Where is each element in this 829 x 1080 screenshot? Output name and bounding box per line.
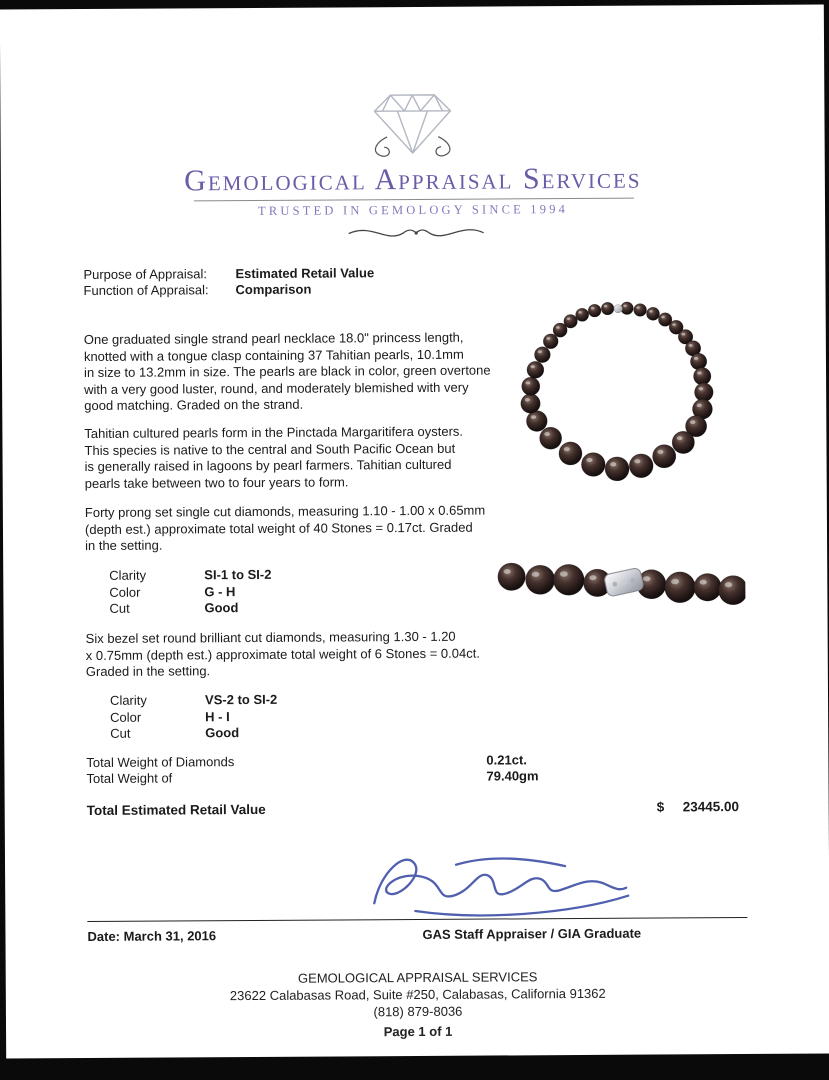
- grade-label: Color: [110, 709, 142, 725]
- grade-row: [109, 600, 271, 617]
- footer-page-number: Page 1 of 1: [383, 1023, 453, 1040]
- bezel-diamonds-paragraph: Six bezel set round brilliant cut diamonds, measuring 1.30 - 1.20 x 0.75mm (depth est.) approximate total weight of 6 Stones = 0.04ct. Graded in the setting.: [85, 628, 480, 680]
- grade-value: Good: [204, 600, 239, 616]
- brand-tagline: TRUSTED IN GEMOLOGY SINCE 1994: [257, 202, 569, 218]
- grade-label: Cut: [110, 725, 131, 741]
- brand-diamond-icon: [352, 81, 473, 166]
- page-title: Gemological Appraisal Services: [184, 161, 642, 198]
- footer-address: 23622 Calabasas Road, Suite #250, Calabasas, California 91362: [229, 985, 606, 1004]
- title-rule-divider: [194, 198, 634, 202]
- pearl-necklace-photo: [493, 283, 744, 490]
- function-label: Function of Appraisal:: [83, 282, 209, 299]
- tongue-clasp-icon: [604, 567, 645, 597]
- purpose-label: Purpose of Appraisal:: [83, 266, 208, 283]
- retail-value-label: Total Estimated Retail Value: [86, 801, 266, 819]
- grade-value: H - I: [205, 708, 230, 724]
- function-value: Comparison: [235, 281, 312, 298]
- grade-value: SI-1 to SI-2: [204, 566, 272, 583]
- grade-label: Cut: [109, 600, 130, 616]
- pearl-info-paragraph: Tahitian cultured pearls form in the Pinctada Margaritifera oysters. This species is native to the central and South Pacific Ocean but is generally raised in lagoons by pearl farmers. Tahitian cultured pearls take between two to four years to form.: [84, 423, 464, 491]
- appraisal-function-row: [83, 282, 311, 299]
- diamond-weight-value: 0.21ct.: [486, 752, 527, 768]
- grade-row: [110, 708, 277, 726]
- total-weight-label: Total Weight of: [86, 770, 173, 787]
- grade-row: [109, 567, 271, 584]
- grade-value: VS-2 to SI-2: [204, 691, 278, 708]
- appraiser-title: GAS Staff Appraiser / GIA Graduate: [422, 925, 642, 942]
- grade-label: Color: [109, 584, 141, 600]
- clasp-bead-icon: [614, 305, 622, 313]
- appraisal-purpose-row: [83, 265, 374, 283]
- date-text: Date: March 31, 2016: [87, 928, 217, 945]
- grade-row: [110, 725, 277, 743]
- clasp-detail-photo: [495, 523, 746, 643]
- prong-diamond-grades: [109, 567, 271, 617]
- bezel-diamond-grades: [110, 692, 278, 743]
- diamond-weight-label: Total Weight of Diamonds: [86, 754, 235, 771]
- grade-row: [110, 692, 277, 710]
- prong-diamonds-paragraph: Forty prong set single cut diamonds, measuring 1.10 - 1.00 x 0.65mm (depth est.) approximate total weight of 40 Stones = 0.17ct. Graded in the setting.: [84, 502, 486, 554]
- document-page: [0, 4, 829, 1058]
- brand-flourish-icon: [341, 221, 491, 246]
- grade-label: Clarity: [109, 567, 147, 583]
- retail-currency: $: [656, 799, 665, 815]
- grade-value: G - H: [204, 583, 236, 599]
- total-weight-value: 79.40gm: [486, 768, 539, 784]
- grade-row: [109, 583, 271, 600]
- necklace-description-paragraph: One graduated single strand pearl necklace 18.0" princess length, knotted with a tongue clasp containing 37 Tahitian pearls, 10.1mm in size to 13.2mm in size. The pearls are black in color, green overtone with a very good luster, round, and moderately blemished with very good matching. Graded on the strand.: [83, 329, 491, 414]
- footer-org: GEMOLOGICAL APPRAISAL SERVICES: [297, 969, 538, 986]
- grade-label: Clarity: [109, 692, 147, 708]
- retail-value: 23445.00: [682, 799, 740, 815]
- footer-phone: (818) 879-8036: [373, 1003, 463, 1020]
- purpose-value: Estimated Retail Value: [235, 265, 375, 282]
- grade-value: Good: [205, 725, 240, 741]
